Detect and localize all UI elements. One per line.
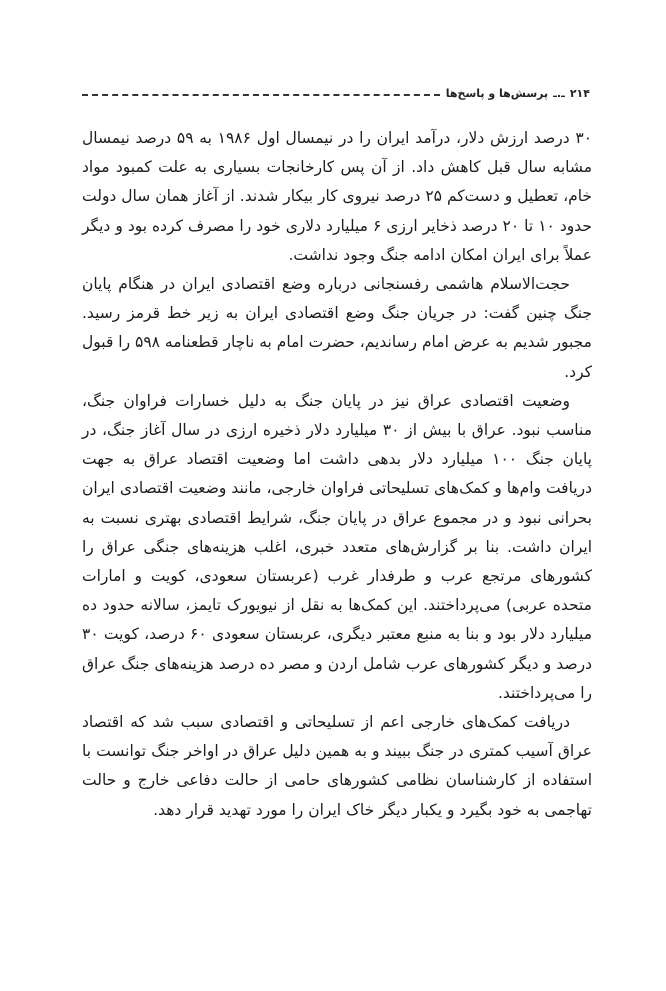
paragraph-2: حجت‌الاسلام هاشمی رفسنجانی درباره وضع اقتصادی ایران در هنگام پایان جنگ چنین گفت: در جریان جنگ وضع اقتصادی ایران به زیر خط قرمز رسید. مجبور شدیم به عرض امام رساندیم، حضرت امام به ناچار قطعنامه ۵۹۸ را قبول کرد. bbox=[82, 275, 592, 381]
paragraph-1: ۳۰ درصد ارزش دلار، درآمد ایران را در نیمسال اول ۱۹۸۶ به ۵۹ درصد نیمسال مشابه سال قبل کاهش داد. از آن پس کارخانجات بسیاری به علت کمبود مواد خام، تعطیل و دست‌کم ۲۵ درصد نیروی کار بیکار شدند. از آغاز همان سال دولت حدود ۱۰ تا ۲۰ درصد ذخایر ارزی ۶ میلیارد دلاری خود را مصرف کرده بود و دیگر عملاً برای ایران امکان ادامه جنگ وجود نداشت. bbox=[82, 129, 592, 264]
body-text bbox=[82, 124, 592, 825]
page-number: ۲۱۴ bbox=[569, 86, 590, 100]
paragraph-3: وضعیت اقتصادی عراق نیز در پایان جنگ به دلیل خسارات فراوان جنگ، مناسب نبود. عراق با بیش از ۳۰ میلیارد دلار ذخیره ارزی در سال آغاز جنگ، در پایان جنگ ۱۰۰ میلیارد دلار بدهی داشت اما وضعیت اقتصاد عراق به جهت دریافت وام‌ها و کمک‌های تسلیحاتی فراوان خارجی، مانند وضعیت اقتصادی ایران بحرانی نبود و در مجموع عراق در پایان جنگ، شرایط اقتصادی بهتری نسبت به ایران داشت. بنا بر گزارش‌های متعدد خبری، اغلب هزینه‌های جنگی عراق را کشورهای مرتجع عرب و طرفدار غرب (عربستان سعودی، کویت و امارات متحده عربی) می‌پرداختند. این کمک‌ها به نقل از نیویورک تایمز، سالانه حدود ده میلیارد دلار بود و بنا به منبع معتبر دیگری، عربستان سعودی ۶۰ درصد، کویت ۳۰ درصد و دیگر کشورهای عرب شامل اردن و مصر ده درصد هزینه‌های جنگ عراق را می‌پرداختند. bbox=[82, 391, 593, 702]
header-dashed-rule bbox=[82, 94, 440, 96]
section-title: پرسش‌ها و پاسخ‌ها bbox=[445, 86, 549, 100]
header-separator: ـ.ـ bbox=[553, 86, 565, 100]
running-header bbox=[82, 84, 590, 102]
paragraph-4: دریافت کمک‌های خارجی اعم از تسلیحاتی و اقتصادی سبب شد که اقتصاد عراق آسیب کمتری در جنگ ببیند و به همین دلیل عراق در اواخر جنگ توانست با استفاده از کارشناسان نظامی کشورهای حامی از حالت دفاعی خارج و حالت تهاجمی به خود بگیرد و یکبار دیگر خاک ایران را مورد تهدید قرار دهد. bbox=[82, 713, 592, 819]
